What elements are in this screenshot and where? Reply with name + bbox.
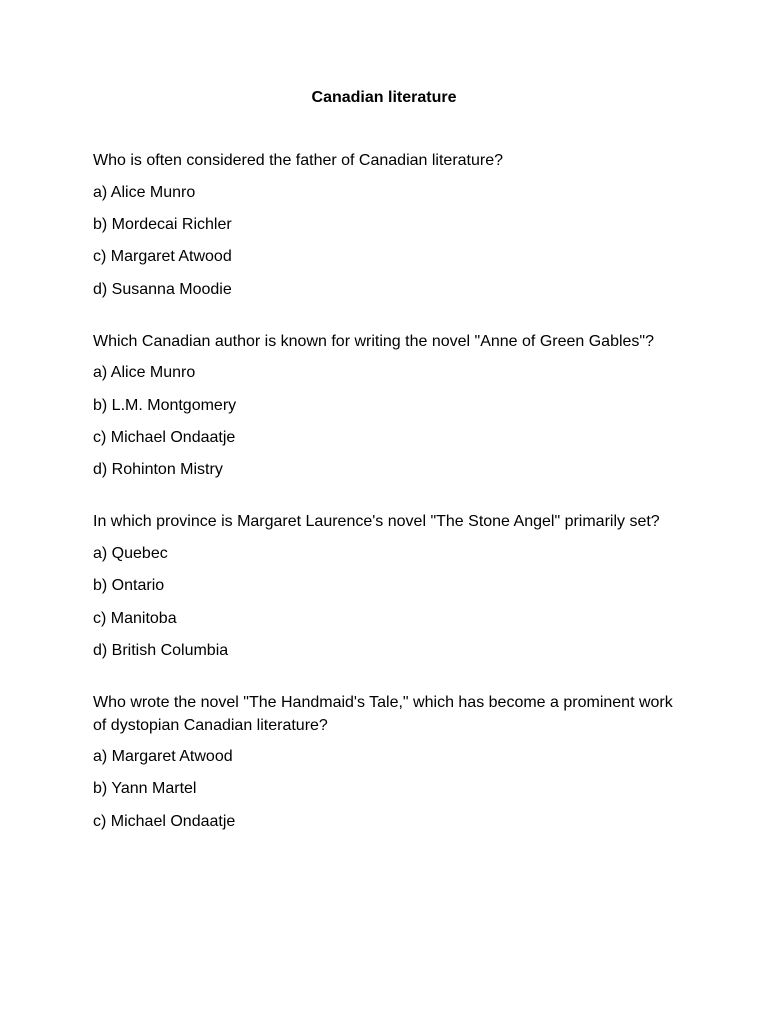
answer-option: b) L.M. Montgomery — [93, 396, 237, 414]
answer-option: d) Rohinton Mistry — [93, 461, 223, 479]
question-3 — [93, 511, 673, 662]
question-1 — [93, 150, 673, 301]
document-title: Canadian literature — [311, 89, 457, 106]
question-text: Who is often considered the father of Canadian literature? — [93, 152, 504, 169]
question-list — [93, 150, 673, 863]
answer-option: a) Alice Munro — [93, 364, 196, 382]
answer-option: d) Susanna Moodie — [93, 280, 232, 298]
answer-option: a) Margaret Atwood — [93, 748, 233, 766]
question-text: Which Canadian author is known for writing the novel "Anne of Green Gables"? — [93, 332, 654, 350]
answer-option: b) Mordecai Richler — [93, 215, 232, 233]
question-2 — [93, 331, 673, 482]
answer-option: b) Ontario — [93, 577, 165, 595]
question-text: Who wrote the novel "The Handmaid's Tale," which has become a prominent work of dystopian Canadian literature? — [93, 694, 673, 734]
answer-option: c) Michael Ondaatje — [93, 428, 236, 446]
answer-option: a) Alice Munro — [93, 183, 196, 201]
answer-option: a) Quebec — [93, 544, 168, 562]
answer-option: c) Michael Ondaatje — [93, 812, 236, 830]
answer-option: d) British Columbia — [93, 642, 229, 660]
question-text: In which province is Margaret Laurence's novel "The Stone Angel" primarily set? — [93, 513, 660, 531]
question-4 — [93, 692, 673, 833]
answer-option: c) Manitoba — [93, 609, 177, 627]
answer-option: c) Margaret Atwood — [93, 248, 232, 266]
answer-option: b) Yann Martel — [93, 780, 197, 798]
